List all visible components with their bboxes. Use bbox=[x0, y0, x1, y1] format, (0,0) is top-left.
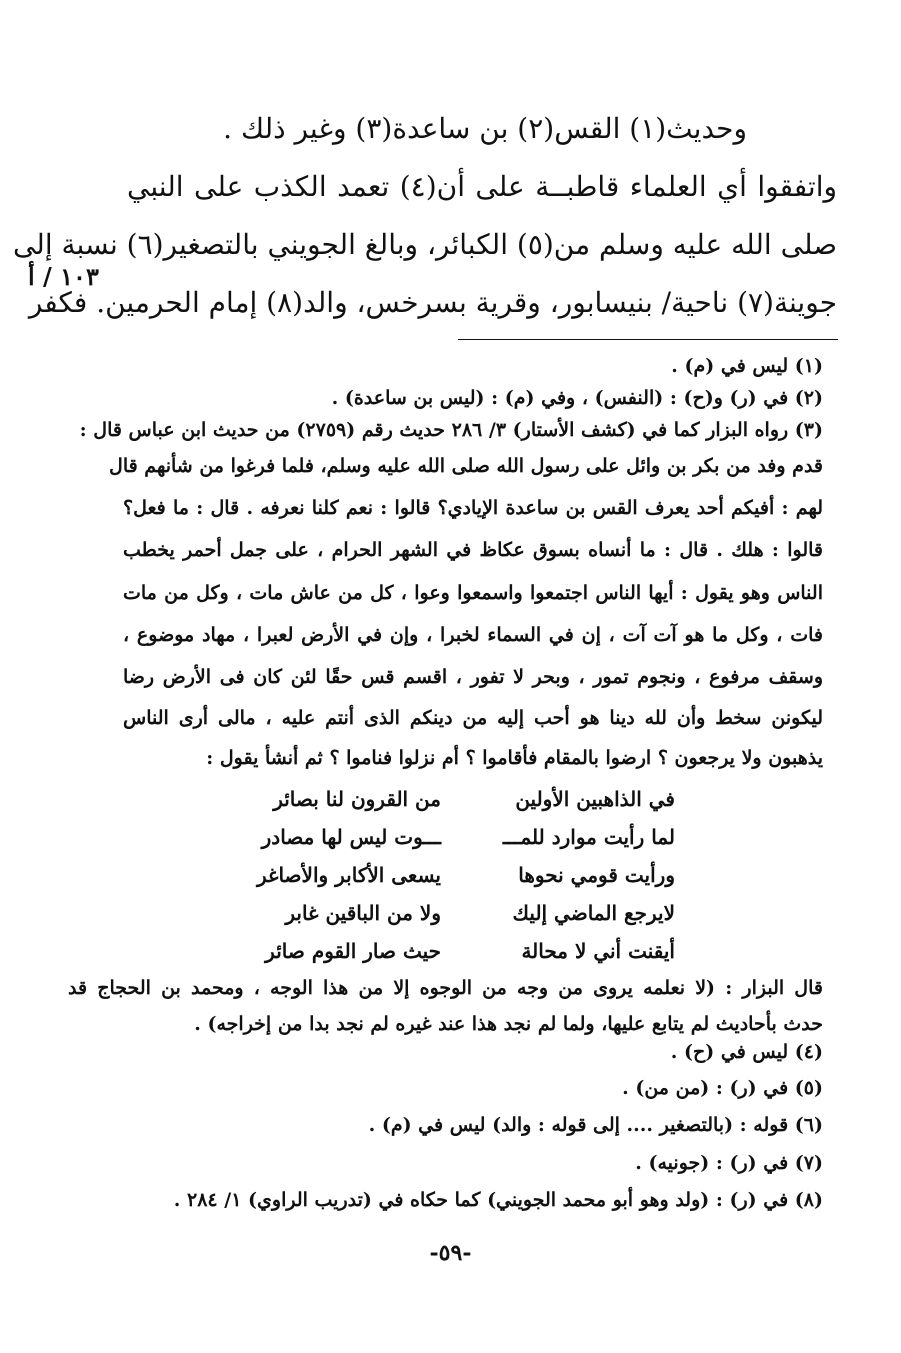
footnote-3-line: يذهبون ولا يرجعون ؟ ارضوا بالمقام فأقاموا ؟ أم نزلوا فناموا ؟ ثم أنشأ يقول : bbox=[206, 747, 823, 769]
main-text-line: وحديث(١) القس(٢) بن ساعدة(٣) وغير ذلك . bbox=[223, 112, 747, 145]
main-text-line: جوينة(٧) ناحية/ بنيسابور، وقرية بسرخس، والد(٨) إمام الحرمين. فكفر bbox=[28, 286, 837, 319]
footnote-6: (٦) قوله : (بالتصغير .... إلى قوله : والد) ليس في (م) . bbox=[368, 1114, 823, 1136]
footnote-4: (٤) ليس في (ح) . bbox=[670, 1041, 823, 1063]
footnote-3-line: الناس وهو يقول : أيها الناس اجتمعوا واسمعوا وعوا ، كل من عاش مات ، وكل من مات bbox=[123, 582, 823, 604]
verse-first-hemistich: أيقنت أني لا محالة bbox=[521, 939, 675, 963]
verse-second-hemistich: ـــوت ليس لها مصادر bbox=[261, 825, 441, 849]
footnote-3-line: لهم : أفيكم أحد يعرف القس بن ساعدة الإيادي؟ قالوا : نعم كلنا نعرفه . قال : ما فعل؟ bbox=[123, 497, 823, 519]
footnote-3-tail-line: حدث بأحاديث لم يتابع عليها، ولما لم نجد هذا عند غيره لم نجد بدا من إخراجه) . bbox=[194, 1013, 823, 1035]
verse-first-hemistich: لايرجع الماضي إليك bbox=[512, 901, 675, 925]
footnote-3-line: ليكونن سخط وأن لله دينا هو أحب إليه من دينكم الذى أنتم عليه ، مالى أرى الناس bbox=[123, 707, 823, 729]
footnote-5: (٥) في (ر) : (من من) . bbox=[622, 1077, 823, 1099]
folio-margin-note: ١٠٣ / أ bbox=[28, 262, 99, 291]
footnote-1: (١) ليس في (م) . bbox=[671, 355, 823, 377]
page-number: -٥٩- bbox=[429, 1240, 472, 1266]
verse-second-hemistich: ولا من الباقين غابر bbox=[285, 901, 441, 925]
verse-first-hemistich: ورأيت قومي نحوها bbox=[518, 863, 675, 887]
footnotes-bottom bbox=[68, 1034, 823, 1218]
verse-first-hemistich: في الذاهبين الأولين bbox=[515, 787, 675, 811]
verse-first-hemistich: لما رأيت موارد للمـــ bbox=[502, 825, 675, 849]
footnote-3-line: قدم وفد من بكر بن وائل على رسول الله صلى الله عليه وسلم، فلما فرغوا من شأنهم قال bbox=[109, 455, 823, 477]
footnote-3-head: (٣) رواه البزار كما في (كشف الأستار) ٣/ ٢٨٦ حديث رقم (٢٧٥٩) من حديث ابن عباس قال : bbox=[79, 419, 823, 441]
verse-second-hemistich: من القرون لنا بصائر bbox=[273, 787, 441, 811]
verse-second-hemistich: يسعى الأكابر والأصاغر bbox=[256, 863, 441, 887]
footnote-7: (٧) في (ر) : (جونيه) . bbox=[635, 1152, 823, 1174]
footnote-8: (٨) في (ر) : (ولد وهو أبو محمد الجويني) كما حكاه في (تدريب الراوي) ١/ ٢٨٤ . bbox=[173, 1189, 823, 1211]
footnote-3-line: فات ، وكل ما هو آت آت ، إن في السماء لخبرا ، وإن في الأرض لعبرا ، مهاد موضوع ، bbox=[123, 624, 823, 646]
footnote-separator bbox=[458, 339, 838, 340]
footnote-3-line: وسقف مرفوع ، ونجوم تمور ، وبحر لا تفور ، اقسم قس حقًا لئن كان فى الأرض رضا bbox=[123, 666, 823, 688]
footnote-2: (٢) في (ر) و(ح) : (النفس) ، وفي (م) : (ليس بن ساعدة) . bbox=[331, 387, 823, 409]
main-text-line: صلى الله عليه وسلم من(٥) الكبائر، وبالغ الجويني بالتصغير(٦) نسبة إلى bbox=[12, 228, 837, 261]
main-text-line: واتفقوا أي العلماء قاطبــة على أن(٤) تعمد الكذب على النبي bbox=[127, 170, 837, 203]
verse-second-hemistich: حيث صار القوم صائر bbox=[265, 939, 441, 963]
footnotes-top bbox=[68, 350, 823, 446]
footnote-3-line: قالوا : هلك . قال : ما أنساه بسوق عكاظ في الشهر الحرام ، على جمل أحمر يخطب bbox=[123, 539, 823, 561]
footnote-3-tail-line: قال البزار : (لا نعلمه يروى من وجه من الوجوه إلا من هذا الوجه ، ومحمد بن الحجاج قد bbox=[68, 977, 823, 999]
